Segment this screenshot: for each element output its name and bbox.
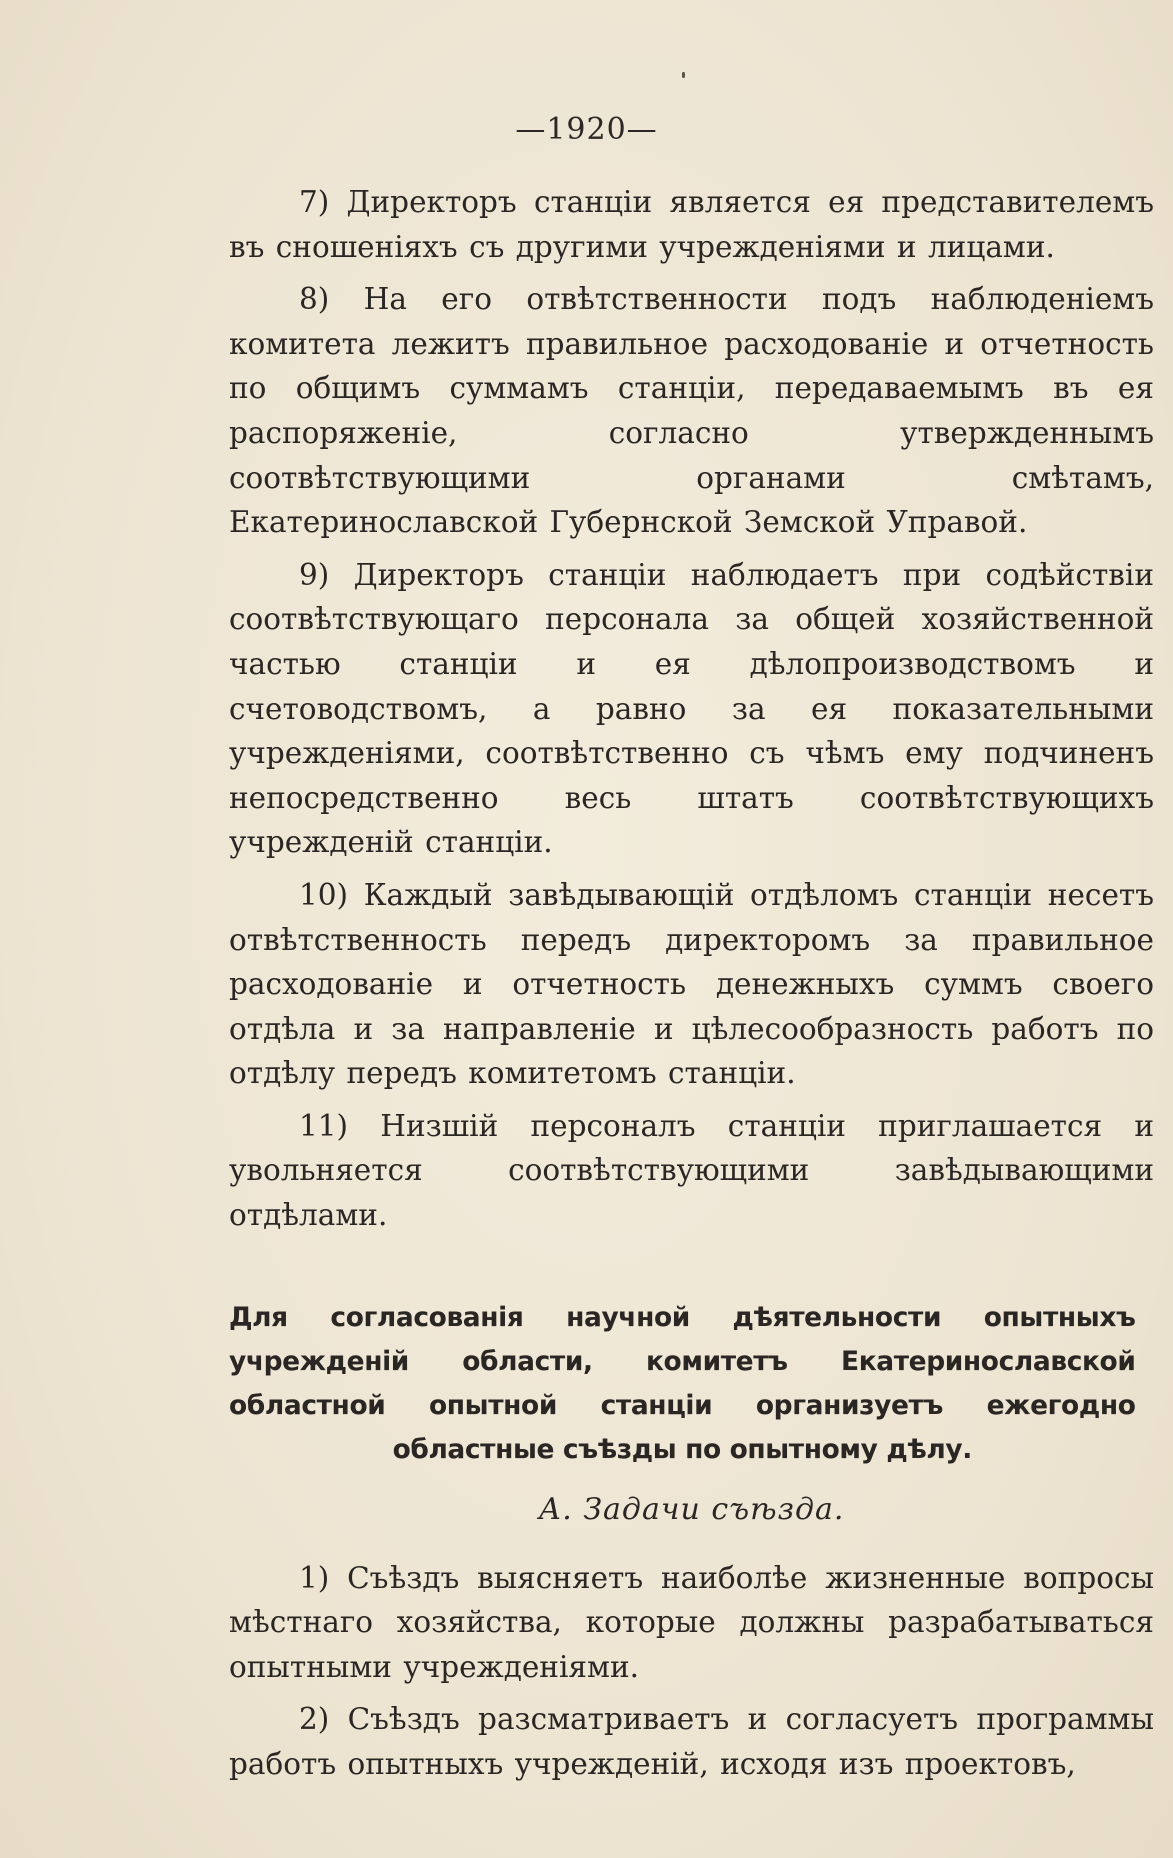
text-body <box>229 180 1154 1795</box>
paragraph-9: 9) Директоръ станціи наблюдаетъ при содѣйствіи соотвѣтствующаго персонала за общей хозяйственной частью станціи и ея дѣлопроизводствомъ и счетоводствомъ, а равно за ея показательными учрежденіями, соотвѣтственно съ чѣмъ ему подчиненъ непосредственно весь штатъ соотвѣтствующихъ учрежденій станціи. <box>229 557 1154 860</box>
paragraph-11: 11) Низшій персоналъ станціи приглашается и увольняется соотвѣтствующими завѣдывающими отдѣлами. <box>229 1108 1154 1233</box>
bold-heading: Для согласованія научной дѣятельности опытныхъ учрежденій области, комитетъ Екатеринославской областной опытной станціи организуетъ ежегодно областные съѣзды по опытному дѣлу. <box>229 1301 1136 1465</box>
page-number: —1920— <box>515 112 658 147</box>
section-paragraph-1: 1) Съѣздъ выясняетъ наиболѣе жизненные вопросы мѣстнаго хозяйства, которые должны разрабатываться опытными учрежденіями. <box>229 1560 1154 1684</box>
section-paragraph-2: 2) Съѣздъ разсматриваетъ и согласуетъ программы работъ опытныхъ учрежденій, исходя изъ проектовъ, <box>229 1702 1154 1782</box>
section-title: А. Задачи съѣзда. <box>538 1491 845 1527</box>
paragraph-7: 7) Директоръ станціи является ея представителемъ въ сношеніяхъ съ другими учрежденіями и лицами. <box>229 185 1154 264</box>
paragraph-8: 8) На его отвѣтственности подъ наблюденіемъ комитета лежитъ правильное расходованіе и отчетность по общимъ суммамъ станціи, передаваемымъ въ ея распоряженіе, согласно утвержденнымъ соотвѣтствующими органами смѣтамъ, Екатеринославской Губернской Земской Управой. <box>229 282 1154 540</box>
paragraph-10: 10) Каждый завѣдывающій отдѣломъ станціи несетъ отвѣтственность передъ директоромъ за правильное расходованіе и отчетность денежныхъ суммъ своего отдѣла и за направленіе и цѣлесообразность работъ по отдѣлу передъ комитетомъ станціи. <box>229 877 1154 1091</box>
print-speck <box>682 72 685 78</box>
